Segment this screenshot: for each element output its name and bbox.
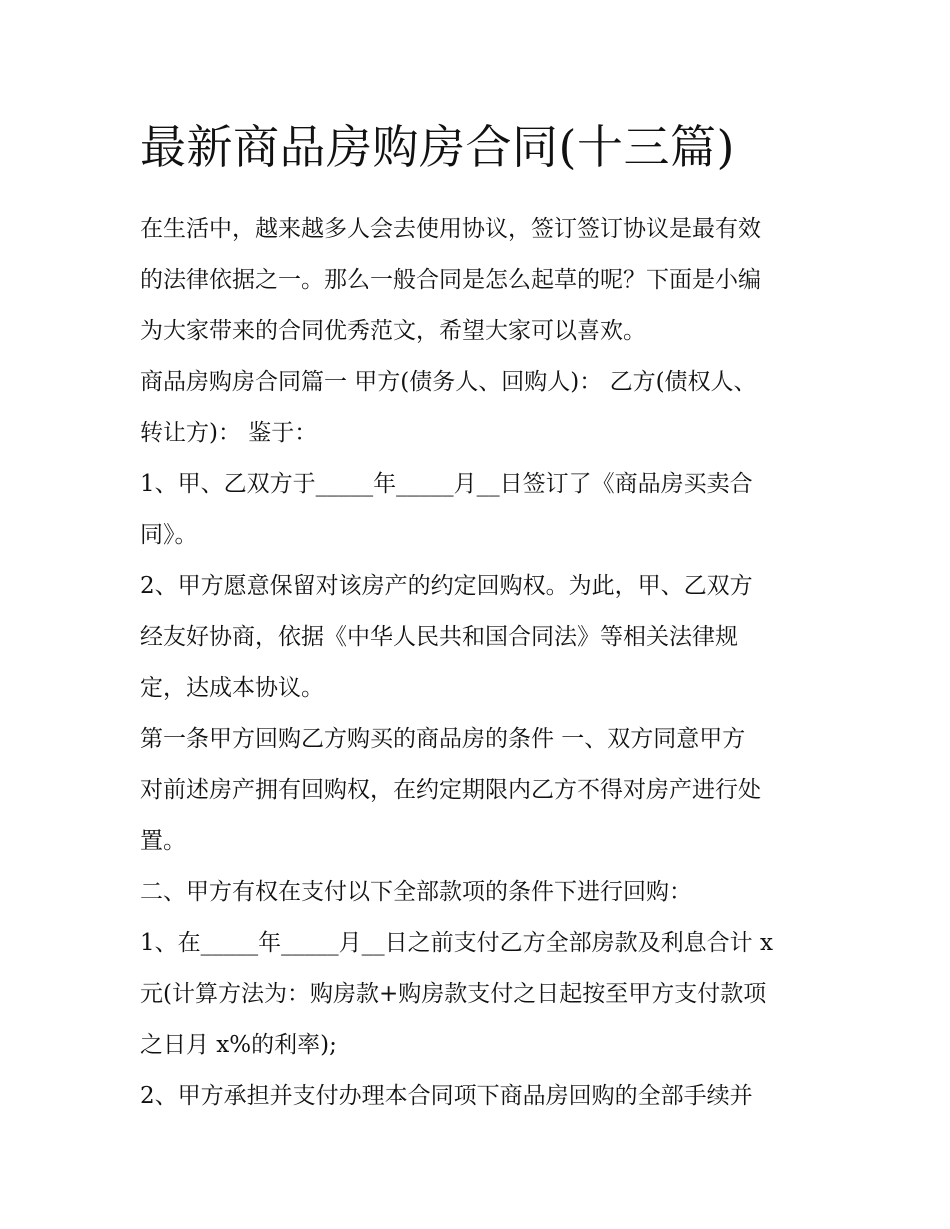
text-line: 第一条甲方回购乙方购买的商品房的条件 一、双方同意甲方 xyxy=(140,726,746,752)
text-line: 转让方)： 鉴于： xyxy=(140,420,318,446)
contract-parties-paragraph xyxy=(140,357,820,459)
intro-paragraph xyxy=(140,204,820,357)
text-line: 置。 xyxy=(140,828,186,854)
clause-paragraph xyxy=(140,561,820,714)
text-line: 1、在_____年_____月__日之前支付乙方全部房款及利息合计 x xyxy=(140,930,773,956)
text-line: 同》。 xyxy=(140,522,198,548)
article-paragraph xyxy=(140,714,820,867)
text-line: 2、甲方愿意保留对该房产的约定回购权。为此，甲、乙双方 xyxy=(140,573,753,599)
text-line: 在生活中，越来越多人会去使用协议，签订签订协议是最有效 xyxy=(140,216,761,242)
text-line: 的法律依据之一。那么一般合同是怎么起草的呢？下面是小编 xyxy=(140,267,761,293)
document-title: 最新商品房购房合同(十三篇) xyxy=(140,120,735,174)
text-line: 二、甲方有权在支付以下全部款项的条件下进行回购： xyxy=(140,879,692,905)
text-line: 1、甲、乙双方于_____年_____月__日签订了《商品房买卖合 xyxy=(140,471,753,497)
text-line: 为大家带来的合同优秀范文，希望大家可以喜欢。 xyxy=(140,318,646,344)
text-line: 商品房购房合同篇一 甲方(债务人、回购人)： 乙方(债权人、 xyxy=(140,369,757,395)
text-line: 经友好协商，依据《中华人民共和国合同法》等相关法律规 xyxy=(140,624,738,650)
text-line: 元(计算方法为：购房款+购房款支付之日起按至甲方支付款项 xyxy=(140,981,767,1007)
text-line: 对前述房产拥有回购权，在约定期限内乙方不得对房产进行处 xyxy=(140,777,761,803)
text-line: 2、甲方承担并支付办理本合同项下商品房回购的全部手续并 xyxy=(140,1083,753,1109)
text-line: 之日月 x%的利率); xyxy=(140,1032,337,1058)
article-paragraph xyxy=(140,867,820,918)
clause-paragraph xyxy=(140,459,820,561)
document-body xyxy=(140,112,820,1122)
text-line: 定，达成本协议。 xyxy=(140,675,324,701)
clause-paragraph xyxy=(140,918,820,1071)
clause-paragraph xyxy=(140,1071,820,1122)
